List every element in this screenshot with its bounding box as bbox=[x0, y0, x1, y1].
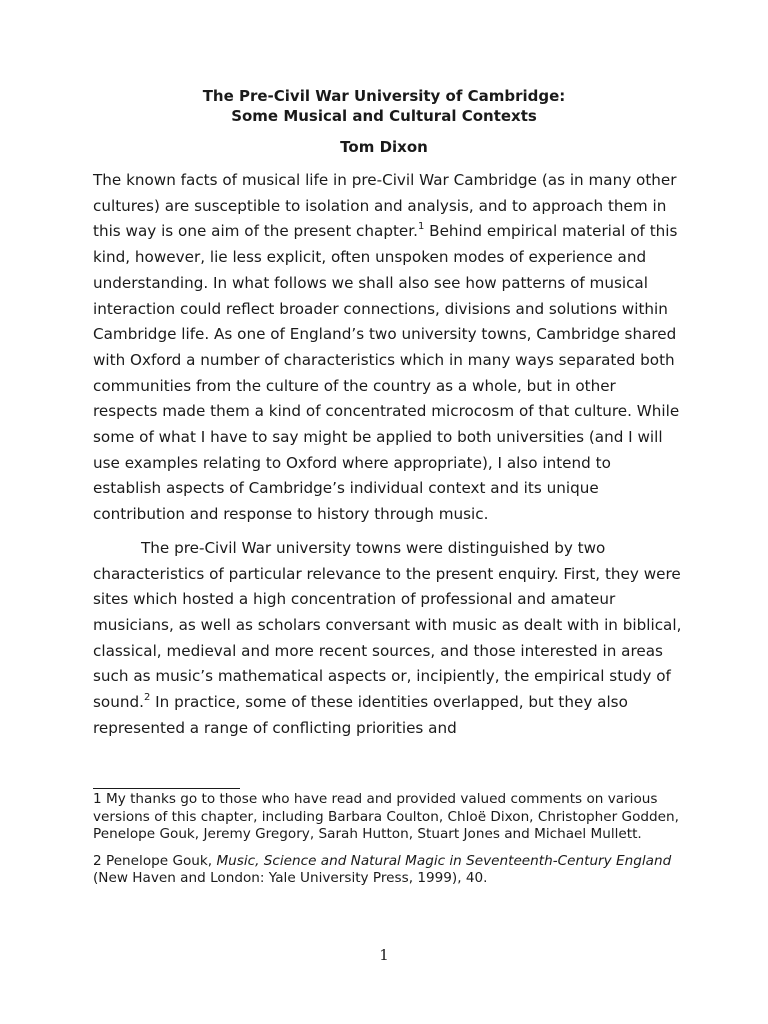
paragraph-2-text: The pre-Civil War university towns were distinguished by two characteristics of particular relevance to the present enquiry. First, they were sites which hosted a high concentration of professional and amateur musicians, as well as scholars conversant with music as dealt with in biblical, classical, medieval and more recent sources, and those interested in areas such as music’s mathematical aspects or, incipiently, the empirical study of sound. bbox=[93, 538, 682, 712]
footnote-2 bbox=[93, 853, 693, 888]
chapter-title-line-2: Some Musical and Cultural Contexts bbox=[231, 107, 537, 125]
paragraph-2 bbox=[93, 536, 683, 742]
footnotes bbox=[93, 791, 693, 888]
footnote-2-author: Penelope Gouk, bbox=[105, 852, 213, 869]
paragraph-1 bbox=[93, 168, 683, 528]
paragraph-2-text-after: In practice, some of these identities overlapped, but they also represented a range of conflicting priorities and bbox=[93, 693, 628, 737]
footnote-ref-2[interactable]: 2 bbox=[143, 692, 151, 703]
author-name: Tom Dixon bbox=[340, 138, 428, 156]
footnote-2-publication: (New Haven and London: Yale University Press, 1999), 40. bbox=[93, 870, 488, 886]
paragraph-1-text-after: Behind empirical material of this kind, however, lie less explicit, often unspoken modes of experience and understanding. In what follows we shall also see how patterns of musical interaction could reflect broader connections, divisions and solutions within Cambridge life. As one of England’s two university towns, Cambridge shared with Oxford a number of characteristics which in many ways separated both communities from the culture of the country as a whole, but in other respects made them a kind of concentrated microcosm of that culture. While some of what I have to say might be applied to both universities (and I will use examples relating to Oxford where appropriate), I also intend to establish aspects of Cambridge’s individual context and its unique contribution and response to history through music. bbox=[93, 222, 680, 524]
page-number: 1 bbox=[379, 946, 389, 964]
footnote-separator bbox=[93, 788, 240, 789]
chapter-title-line-1: The Pre-Civil War University of Cambridge: bbox=[202, 87, 566, 105]
paragraph-1-text: The known facts of musical life in pre-Civil War Cambridge (as in many other cultures) are susceptible to isolation and analysis, and to approach them in this way is one aim of the present chapter. bbox=[93, 171, 677, 241]
chapter-title bbox=[0, 86, 768, 126]
footnote-ref-1[interactable]: 1 bbox=[417, 221, 425, 233]
footnote-1 bbox=[93, 791, 693, 844]
footnote-2-book-title: Music, Science and Natural Magic in Seventeenth-Century England bbox=[216, 852, 672, 869]
footnote-1-number: 1 bbox=[93, 791, 102, 807]
footnote-1-text: My thanks go to those who have read and provided valued comments on various versions of this chapter, including Barbara Coulton, Chloë Dixon, Christopher Godden, Penelope Gouk, Jeremy Gregory, Sarah Hutton, Stuart Jones and Michael Mullett. bbox=[93, 791, 679, 842]
footnote-2-number: 2 bbox=[93, 852, 102, 869]
body-text bbox=[93, 168, 683, 741]
